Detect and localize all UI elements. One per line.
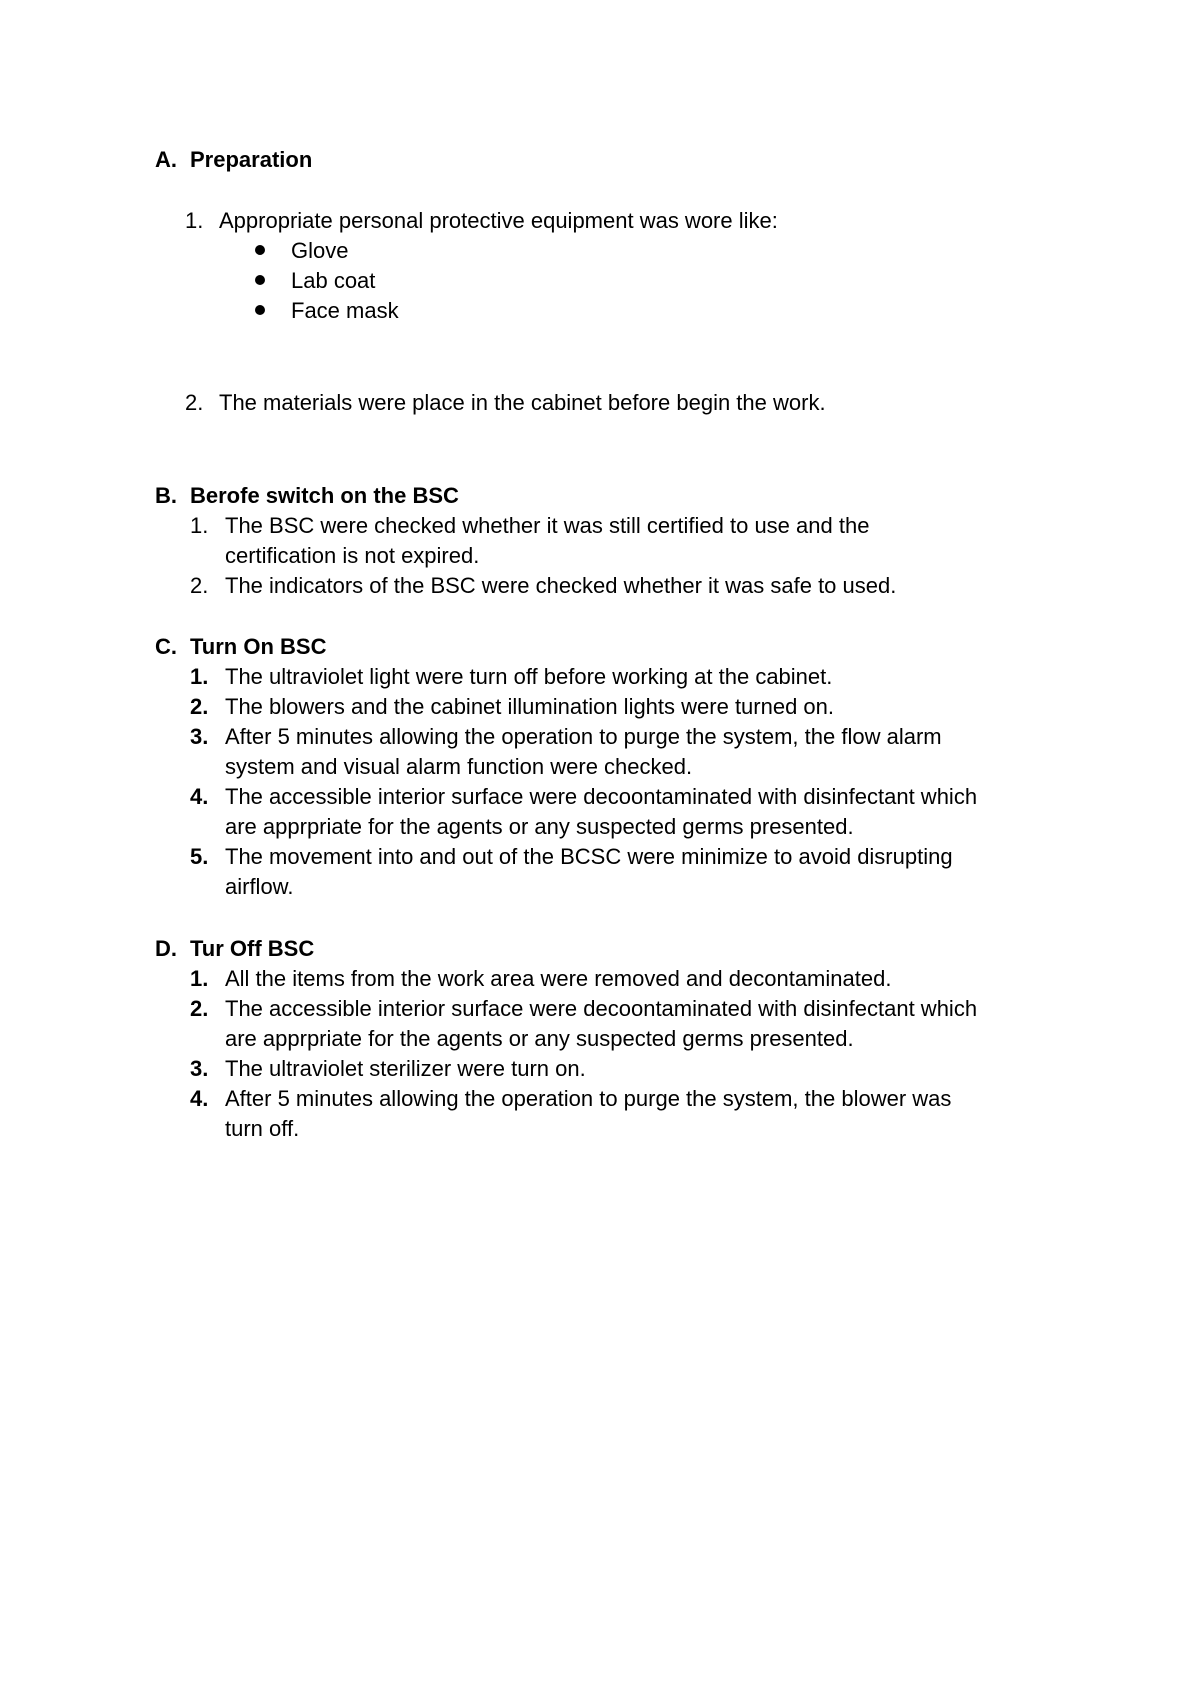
section-title: Turn On BSC [190,634,327,659]
list-item [155,388,1075,418]
item-text-line: The accessible interior surface were decoontaminated with disinfectant which [225,784,978,809]
item-number: 1. [190,966,209,991]
bullet-text: Face mask [291,298,399,323]
section-letter: C. [155,634,177,659]
item-number: 4. [190,1086,209,1111]
item-text: The ultraviolet light were turn off before working at the cabinet. [225,664,833,689]
section-preparation-item-2 [155,388,1075,418]
item-number: 3. [190,1056,209,1081]
section-letter: B. [155,483,177,508]
bullet-item [155,296,1075,326]
item-text-line: are apprpriate for the agents or any suspected germs presented. [225,814,854,839]
item-text-line: certification is not expired. [225,543,480,568]
item-text-line: The movement into and out of the BCSC were minimize to avoid disrupting [225,844,953,869]
list-item [155,1084,1075,1144]
item-text-line: After 5 minutes allowing the operation to purge the system, the blower was [225,1086,952,1111]
item-number: 1. [190,513,209,538]
item-number: 2. [190,996,209,1021]
item-text-line: The BSC were checked whether it was still certified to use and the [225,513,870,538]
item-text: The blowers and the cabinet illumination lights were turned on. [225,694,835,719]
item-text [225,782,1075,842]
item-text: All the items from the work area were removed and decontaminated. [225,966,892,991]
item-text [225,1084,1075,1144]
section-heading [155,632,1075,662]
list-item [155,994,1075,1054]
item-text [225,842,1075,902]
bullet-icon [255,305,265,315]
section-before-switch-on [155,481,1075,601]
item-text-line: turn off. [225,1116,300,1141]
item-number: 1. [190,664,209,689]
section-preparation [155,145,1075,175]
item-text-line: After 5 minutes allowing the operation to purge the system, the flow alarm [225,724,942,749]
bullet-text: Glove [291,238,349,263]
list-item [155,511,1075,571]
item-number: 2. [185,390,204,415]
section-heading [155,145,1075,175]
item-text [225,511,1075,571]
item-text: The indicators of the BSC were checked whether it was safe to used. [225,573,897,598]
item-text: The ultraviolet sterilizer were turn on. [225,1056,586,1081]
item-text: Appropriate personal protective equipment was wore like: [219,208,778,233]
section-heading [155,481,1075,511]
list-item [155,1054,1075,1084]
list-item [155,782,1075,842]
item-text-line: system and visual alarm function were checked. [225,754,693,779]
item-text [225,994,1075,1054]
list-item [155,571,1075,601]
list-item [155,662,1075,692]
item-number: 2. [190,694,209,719]
item-number: 3. [190,724,209,749]
item-number: 5. [190,844,209,869]
section-letter: D. [155,936,177,961]
item-text: The materials were place in the cabinet before begin the work. [219,390,826,415]
item-text-line: airflow. [225,874,294,899]
bullet-text: Lab coat [291,268,376,293]
section-preparation-item-1 [155,206,1075,236]
item-text-line: The accessible interior surface were decoontaminated with disinfectant which [225,996,978,1021]
item-text-line: are apprpriate for the agents or any suspected germs presented. [225,1026,854,1051]
item-text [225,722,1075,782]
section-title: Berofe switch on the BSC [190,483,459,508]
item-number: 1. [185,208,204,233]
bullet-item [155,236,1075,266]
section-heading [155,934,1075,964]
bullet-item [155,266,1075,296]
section-turn-off-bsc [155,934,1075,1144]
list-item [155,692,1075,722]
ppe-bullet-list [155,236,1075,326]
bullet-icon [255,245,265,255]
section-letter: A. [155,147,177,172]
list-item [155,842,1075,902]
list-item [155,206,1075,236]
list-item [155,722,1075,782]
item-number: 4. [190,784,209,809]
item-number: 2. [190,573,209,598]
section-title: Tur Off BSC [190,936,315,961]
section-turn-on-bsc [155,632,1075,902]
list-item [155,964,1075,994]
section-title: Preparation [190,147,313,172]
bullet-icon [255,275,265,285]
